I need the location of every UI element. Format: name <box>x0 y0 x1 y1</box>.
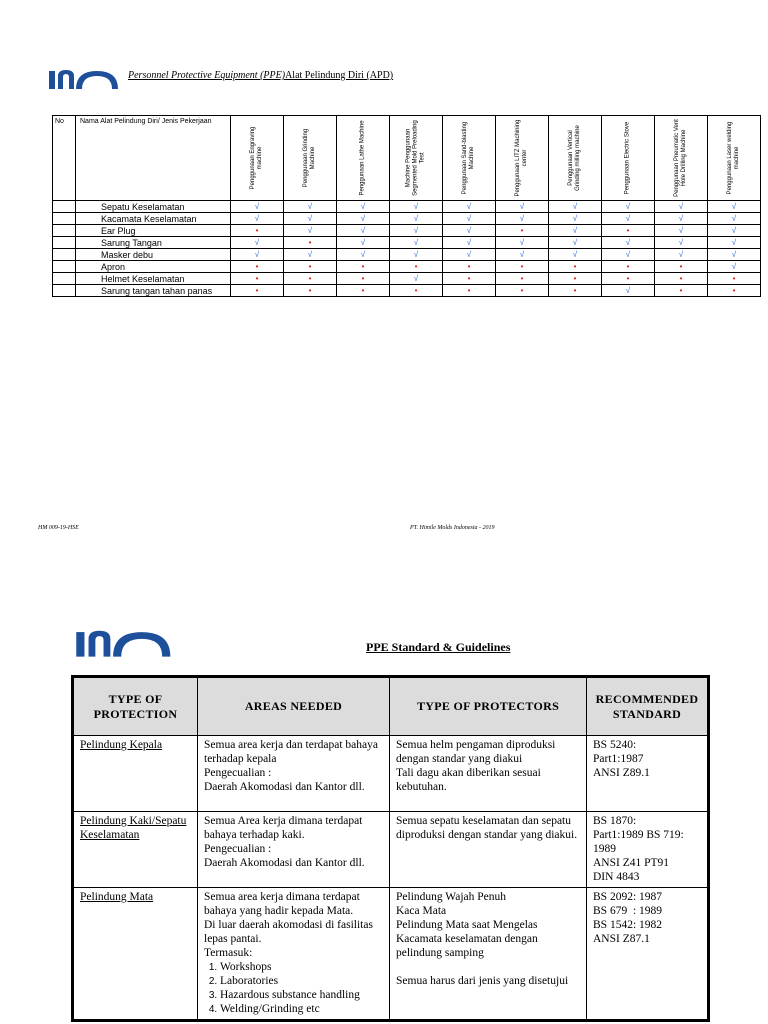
table-row <box>53 261 761 273</box>
mark-cell <box>602 237 655 249</box>
check-mark-icon: √ <box>307 226 313 235</box>
mark-cell <box>549 273 602 285</box>
mark-cell <box>655 261 708 273</box>
check-mark-icon: √ <box>254 214 260 223</box>
check-mark-icon: √ <box>466 214 472 223</box>
column-machine <box>443 116 496 201</box>
area-text: Semua area kerja dimana terdapat bahaya yang hadir kepada Mata. <box>204 891 360 917</box>
mark-cell <box>708 273 761 285</box>
protector-text: Pelindung Mata saat Mengelas <box>396 919 538 931</box>
standard-text: BS 1542: 1982 <box>593 919 663 931</box>
red-dot-icon: • <box>732 274 736 283</box>
mark-cell <box>337 225 390 237</box>
ppe-title-english: Personnel Protective Equipment (PPE) <box>128 70 286 81</box>
mark-cell <box>602 201 655 213</box>
check-mark-icon: √ <box>413 274 419 283</box>
equipment-name: Masker debu <box>76 249 231 261</box>
mark-cell <box>655 273 708 285</box>
mark-cell <box>284 213 337 225</box>
mark-cell <box>708 285 761 297</box>
mark-cell <box>231 213 284 225</box>
mark-cell <box>602 213 655 225</box>
red-dot-icon: • <box>679 274 683 283</box>
protector-text: Semua harus dari jenis yang disetujui <box>396 975 569 987</box>
red-dot-icon: • <box>467 274 471 283</box>
mark-cell <box>284 225 337 237</box>
table-row <box>53 249 761 261</box>
table-row <box>73 888 709 1021</box>
machine-label: Penggunaan Lathe Machine <box>359 120 366 196</box>
table-row <box>73 736 709 812</box>
row-no-cell <box>53 261 76 273</box>
check-mark-icon: √ <box>519 238 525 247</box>
check-mark-icon: √ <box>678 214 684 223</box>
list-item: 1. Workshops <box>220 960 384 974</box>
check-mark-icon: √ <box>731 262 737 271</box>
red-dot-icon: • <box>520 274 524 283</box>
red-dot-icon: • <box>467 286 471 295</box>
red-dot-icon: • <box>414 286 418 295</box>
mark-cell <box>337 213 390 225</box>
check-mark-icon: √ <box>519 250 525 259</box>
mark-cell <box>390 225 443 237</box>
check-mark-icon: √ <box>413 202 419 211</box>
mark-cell <box>708 225 761 237</box>
protection-feet: Pelindung Kaki/Sepatu Keselamatan <box>80 815 187 841</box>
mark-cell <box>549 225 602 237</box>
protector-text: Tali dagu akan diberikan sesuai kebutuhan. <box>396 767 541 793</box>
mark-cell <box>443 225 496 237</box>
machine-label: Penggunaan LITZ Machining center <box>515 119 528 197</box>
table-row <box>53 285 761 297</box>
red-dot-icon: • <box>308 238 312 247</box>
ppe-title-indonesian: Alat Pelindung Diri (APD) <box>285 70 394 81</box>
check-mark-icon: √ <box>519 214 525 223</box>
mark-cell <box>549 285 602 297</box>
check-mark-icon: √ <box>625 238 631 247</box>
check-mark-icon: √ <box>572 202 578 211</box>
red-dot-icon: • <box>255 226 259 235</box>
check-mark-icon: √ <box>360 226 366 235</box>
red-dot-icon: • <box>679 262 683 271</box>
check-mark-icon: √ <box>678 238 684 247</box>
table-row <box>73 812 709 888</box>
mark-cell <box>602 225 655 237</box>
ppe-standards-table <box>71 675 710 1022</box>
column-item-name: Nama Alat Pelindung Diri/ Jenis Pekerjaan <box>76 116 231 201</box>
mark-cell <box>390 201 443 213</box>
mark-cell <box>443 285 496 297</box>
footer-company: PT. Himile Molds Indonesia - 2019 <box>410 525 495 531</box>
machine-label: Penggunaan Laser welding machine <box>727 121 740 195</box>
row-no-cell <box>53 225 76 237</box>
mark-cell <box>443 261 496 273</box>
machine-label: Penggunaan Grinding Machine <box>303 128 316 188</box>
row-no-cell <box>53 273 76 285</box>
area-text: Termasuk: <box>204 947 253 959</box>
row-no-cell <box>53 201 76 213</box>
mark-cell <box>496 201 549 213</box>
check-mark-icon: √ <box>678 226 684 235</box>
footer-doc-code: HM 009-19-HSE <box>38 525 79 531</box>
machine-label: Machine Penggunaan Segmented Mold Preloading Test <box>405 120 426 196</box>
ppe-matrix-table <box>52 115 761 297</box>
area-text: Semua area kerja dan terdapat bahaya terhadap kepala <box>204 739 378 765</box>
check-mark-icon: √ <box>254 250 260 259</box>
list-item: 3. Hazardous substance handling <box>220 988 384 1002</box>
areas-list <box>204 960 384 1016</box>
mark-cell <box>496 249 549 261</box>
mark-cell <box>496 213 549 225</box>
list-item: 4. Welding/Grinding etc <box>220 1002 384 1016</box>
equipment-name: Ear Plug <box>76 225 231 237</box>
machine-label: Penggunaan Electric Stove <box>624 121 631 195</box>
mark-cell <box>231 225 284 237</box>
check-mark-icon: √ <box>413 238 419 247</box>
table-row <box>53 237 761 249</box>
column-machine <box>284 116 337 201</box>
check-mark-icon: √ <box>360 250 366 259</box>
mark-cell <box>390 237 443 249</box>
machine-label: Penggunaan Pneumatic Vent Hole Drilling Machine <box>674 119 687 197</box>
mark-cell <box>655 237 708 249</box>
column-machine <box>602 116 655 201</box>
mark-cell <box>231 273 284 285</box>
column-machine <box>390 116 443 201</box>
standard-text: Part1:1989 BS 719: 1989 <box>593 829 684 855</box>
red-dot-icon: • <box>361 286 365 295</box>
mark-cell <box>602 273 655 285</box>
mark-cell <box>284 261 337 273</box>
red-dot-icon: • <box>626 274 630 283</box>
protection-head: Pelindung Kepala <box>80 739 163 751</box>
header-recommended-standard: RECOMMENDED STANDARD <box>587 677 709 736</box>
mark-cell <box>708 249 761 261</box>
check-mark-icon: √ <box>572 250 578 259</box>
area-text: Pengecualian : <box>204 843 272 855</box>
red-dot-icon: • <box>520 286 524 295</box>
check-mark-icon: √ <box>731 238 737 247</box>
check-mark-icon: √ <box>731 202 737 211</box>
equipment-name: Sarung Tangan <box>76 237 231 249</box>
check-mark-icon: √ <box>572 226 578 235</box>
red-dot-icon: • <box>361 274 365 283</box>
mark-cell <box>602 261 655 273</box>
mark-cell <box>708 237 761 249</box>
equipment-name: Kacamata Keselamatan <box>76 213 231 225</box>
row-no-cell <box>53 213 76 225</box>
mark-cell <box>284 201 337 213</box>
column-machine <box>655 116 708 201</box>
standard-text: DIN 4843 <box>593 871 640 883</box>
mark-cell <box>390 273 443 285</box>
mark-cell <box>390 285 443 297</box>
mark-cell <box>337 273 390 285</box>
matrix-body <box>53 201 761 297</box>
mark-cell <box>602 249 655 261</box>
red-dot-icon: • <box>255 274 259 283</box>
check-mark-icon: √ <box>678 250 684 259</box>
mark-cell <box>337 237 390 249</box>
column-machine <box>496 116 549 201</box>
check-mark-icon: √ <box>360 202 366 211</box>
check-mark-icon: √ <box>519 202 525 211</box>
check-mark-icon: √ <box>572 238 578 247</box>
header-type-of-protection: TYPE OF PROTECTION <box>73 677 198 736</box>
red-dot-icon: • <box>732 286 736 295</box>
mark-cell <box>496 285 549 297</box>
check-mark-icon: √ <box>625 250 631 259</box>
equipment-name: Sarung tangan tahan panas <box>76 285 231 297</box>
red-dot-icon: • <box>626 262 630 271</box>
mark-cell <box>443 201 496 213</box>
mark-cell <box>231 261 284 273</box>
column-machine <box>549 116 602 201</box>
red-dot-icon: • <box>308 274 312 283</box>
mark-cell <box>443 237 496 249</box>
table-row <box>53 201 761 213</box>
red-dot-icon: • <box>520 262 524 271</box>
red-dot-icon: • <box>520 226 524 235</box>
check-mark-icon: √ <box>307 214 313 223</box>
check-mark-icon: √ <box>625 286 631 295</box>
row-no-cell <box>53 285 76 297</box>
red-dot-icon: • <box>573 286 577 295</box>
column-machine <box>231 116 284 201</box>
mark-cell <box>708 261 761 273</box>
mark-cell <box>496 237 549 249</box>
column-no: No <box>53 116 76 201</box>
equipment-name: Sepatu Keselamatan <box>76 201 231 213</box>
header-type-of-protectors: TYPE OF PROTECTORS <box>390 677 587 736</box>
check-mark-icon: √ <box>307 250 313 259</box>
header-areas-needed: AREAS NEEDED <box>198 677 390 736</box>
company-logo <box>48 68 120 90</box>
standard-text: BS 1870: <box>593 815 637 827</box>
mark-cell <box>549 201 602 213</box>
mark-cell <box>390 213 443 225</box>
mark-cell <box>655 249 708 261</box>
mark-cell <box>549 249 602 261</box>
red-dot-icon: • <box>679 286 683 295</box>
check-mark-icon: √ <box>466 250 472 259</box>
mark-cell <box>284 249 337 261</box>
check-mark-icon: √ <box>254 238 260 247</box>
mark-cell <box>655 201 708 213</box>
matrix-header-row <box>53 116 761 201</box>
row-no-cell <box>53 237 76 249</box>
equipment-name: Helmet Keselamatan <box>76 273 231 285</box>
standard-text: ANSI Z87.1 <box>593 933 650 945</box>
standard-text: BS 2092: 1987 <box>593 891 663 903</box>
standards-header-row <box>73 677 709 736</box>
red-dot-icon: • <box>626 226 630 235</box>
check-mark-icon: √ <box>307 202 313 211</box>
check-mark-icon: √ <box>466 226 472 235</box>
red-dot-icon: • <box>308 262 312 271</box>
mark-cell <box>708 213 761 225</box>
check-mark-icon: √ <box>466 238 472 247</box>
mark-cell <box>655 225 708 237</box>
mark-cell <box>390 261 443 273</box>
mark-cell <box>284 273 337 285</box>
red-dot-icon: • <box>308 286 312 295</box>
mark-cell <box>443 213 496 225</box>
row-no-cell <box>53 249 76 261</box>
mark-cell <box>231 285 284 297</box>
list-item: 2. Laboratories <box>220 974 384 988</box>
red-dot-icon: • <box>414 262 418 271</box>
check-mark-icon: √ <box>731 250 737 259</box>
mark-cell <box>231 237 284 249</box>
mark-cell <box>390 249 443 261</box>
mark-cell <box>284 237 337 249</box>
mark-cell <box>231 201 284 213</box>
check-mark-icon: √ <box>625 202 631 211</box>
red-dot-icon: • <box>255 262 259 271</box>
check-mark-icon: √ <box>625 214 631 223</box>
mark-cell <box>549 213 602 225</box>
standard-text: Part1:1987 <box>593 753 644 765</box>
mark-cell <box>337 249 390 261</box>
mark-cell <box>231 249 284 261</box>
protection-eyes: Pelindung Mata <box>80 891 154 903</box>
mark-cell <box>443 249 496 261</box>
mark-cell <box>337 285 390 297</box>
area-text: Di luar daerah akomodasi di fasilitas lepas pantai. <box>204 919 373 945</box>
company-logo-2 <box>74 628 174 658</box>
machine-label: Penggunaan Sand-blasting Machine <box>462 121 475 195</box>
check-mark-icon: √ <box>678 202 684 211</box>
protector-text: Semua sepatu keselamatan dan sepatu diproduksi dengan standar yang diakui. <box>396 815 578 841</box>
equipment-name: Apron <box>76 261 231 273</box>
area-text: Semua Area kerja dimana terdapat bahaya terhadap kaki. <box>204 815 363 841</box>
mark-cell <box>655 213 708 225</box>
protector-text: Kaca Mata <box>396 905 447 917</box>
check-mark-icon: √ <box>413 250 419 259</box>
protector-text: Kacamata keselamatan dengan pelindung samping <box>396 933 538 959</box>
check-mark-icon: √ <box>360 238 366 247</box>
mark-cell <box>337 201 390 213</box>
machine-label: Penggunaan Engraving machine <box>250 126 263 190</box>
mark-cell <box>496 225 549 237</box>
protector-text: Pelindung Wajah Penuh <box>396 891 507 903</box>
area-text: Daerah Akomodasi dan Kantor dll. <box>204 857 365 869</box>
mark-cell <box>284 285 337 297</box>
machine-label: Penggunaan Vertical Grinding milling machine <box>568 125 581 191</box>
table-row <box>53 273 761 285</box>
area-text: Pengecualian : <box>204 767 272 779</box>
standard-text: BS 679 : 1989 <box>593 905 663 917</box>
standard-text: ANSI Z89.1 <box>593 767 650 779</box>
table-row <box>53 213 761 225</box>
red-dot-icon: • <box>573 262 577 271</box>
red-dot-icon: • <box>467 262 471 271</box>
mark-cell <box>496 273 549 285</box>
mark-cell <box>602 285 655 297</box>
mark-cell <box>549 261 602 273</box>
column-machine <box>708 116 761 201</box>
protector-text: Semua helm pengaman diproduksi dengan standar yang diakui <box>396 739 556 765</box>
check-mark-icon: √ <box>731 226 737 235</box>
mark-cell <box>549 237 602 249</box>
area-text: Daerah Akomodasi dan Kantor dll. <box>204 781 365 793</box>
check-mark-icon: √ <box>466 202 472 211</box>
check-mark-icon: √ <box>413 214 419 223</box>
red-dot-icon: • <box>255 286 259 295</box>
column-machine <box>337 116 390 201</box>
ppe-title <box>128 70 393 81</box>
mark-cell <box>655 285 708 297</box>
standard-text: ANSI Z41 PT91 <box>593 857 670 869</box>
check-mark-icon: √ <box>413 226 419 235</box>
red-dot-icon: • <box>573 274 577 283</box>
mark-cell <box>443 273 496 285</box>
standards-title: PPE Standard & Guidelines <box>366 640 511 654</box>
standard-text: BS 5240: <box>593 739 637 751</box>
mark-cell <box>337 261 390 273</box>
red-dot-icon: • <box>361 262 365 271</box>
check-mark-icon: √ <box>360 214 366 223</box>
check-mark-icon: √ <box>572 214 578 223</box>
mark-cell <box>708 201 761 213</box>
table-row <box>53 225 761 237</box>
check-mark-icon: √ <box>254 202 260 211</box>
check-mark-icon: √ <box>731 214 737 223</box>
mark-cell <box>496 261 549 273</box>
